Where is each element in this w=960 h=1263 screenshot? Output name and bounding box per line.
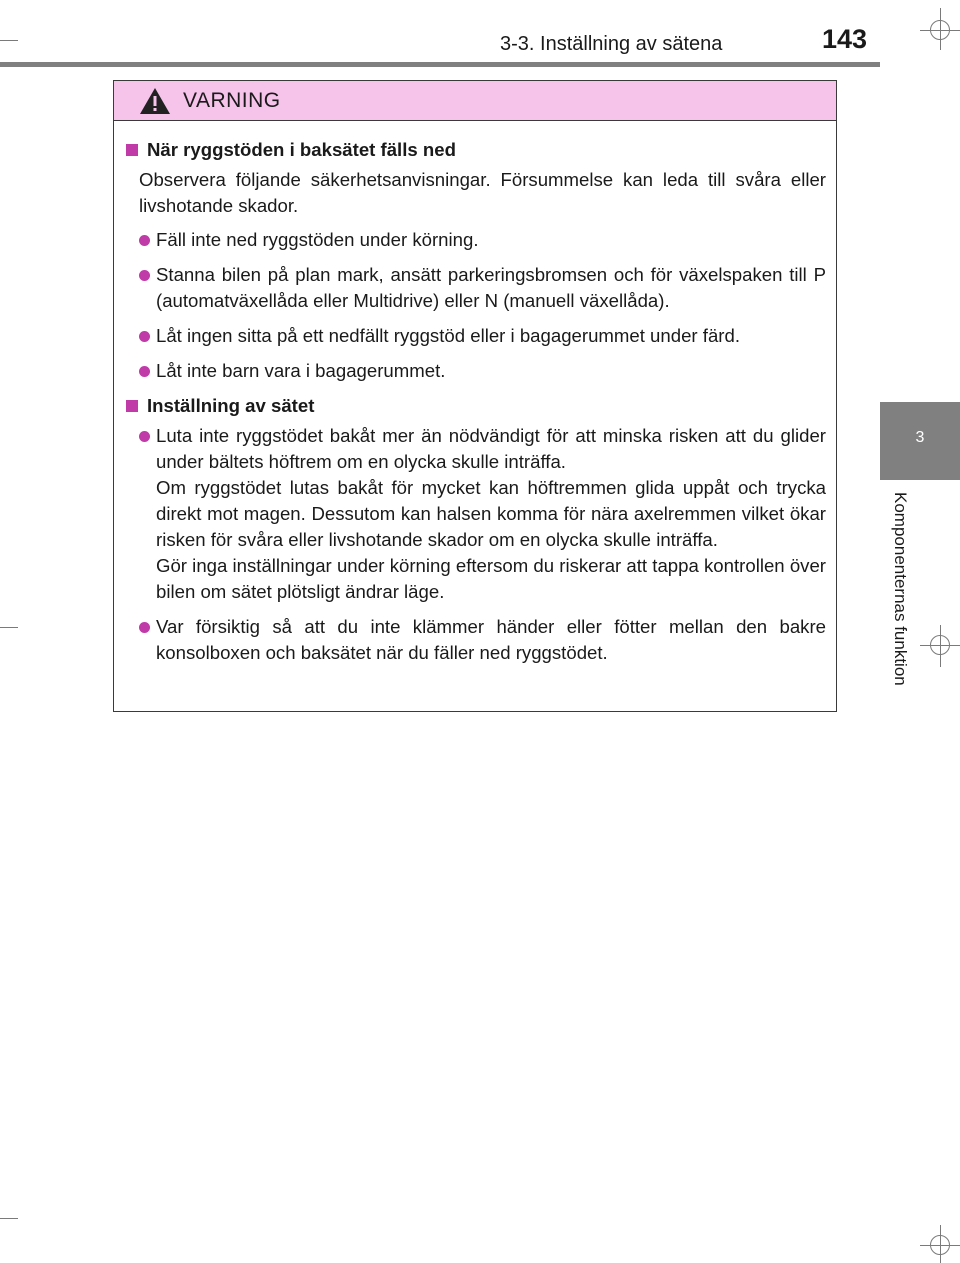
list-item-text: [156, 423, 826, 605]
round-bullet-icon: [139, 270, 150, 281]
round-bullet-icon: [139, 431, 150, 442]
list-item: [139, 423, 826, 605]
intro-text: Observera följande säkerhetsanvisningar. Försummelse kan leda till svåra eller livshotande skador.: [139, 169, 826, 216]
warning-box: [113, 80, 837, 712]
page-number: 143: [821, 24, 867, 54]
warning-title: VARNING: [183, 88, 281, 112]
round-bullet-icon: [139, 622, 150, 633]
list-item-text: Stanna bilen på plan mark, ansätt parkeringsbromsen och för växelspaken till P (automatväxellåda eller Multidrive) eller N (manuell växellåda).: [156, 264, 826, 311]
section-title: 3-3. Inställning av sätena: [500, 33, 723, 55]
crop-circle: [930, 635, 950, 655]
round-bullet-icon: [139, 235, 150, 246]
heading-text: Inställning av sätet: [147, 395, 315, 416]
list-item: [139, 323, 826, 349]
paragraph: Om ryggstödet lutas bakåt för mycket kan höftremmen glida uppåt och trycka direkt mot magen. Dessutom kan halsen komma för nära axelremmen vilket ökar risken för svåra eller livshotande skador om en olycka skulle inträffa.: [156, 477, 826, 550]
list-item-text: Låt ingen sitta på ett nedfällt ryggstöd eller i bagagerummet under färd.: [156, 325, 740, 346]
section-heading: [124, 393, 826, 419]
crop-circle: [930, 1235, 950, 1255]
crop-mark: [0, 40, 18, 41]
list-item: [139, 358, 826, 384]
list-item-text: Låt inte barn vara i bagagerummet.: [156, 360, 446, 381]
warning-triangle-icon: [139, 87, 171, 115]
list-item: [139, 262, 826, 314]
list-item: [139, 614, 826, 666]
warning-header: [114, 81, 836, 121]
list-item: [139, 227, 826, 253]
section-heading: [124, 137, 826, 163]
round-bullet-icon: [139, 366, 150, 377]
heading-text: När ryggstöden i baksätet fälls ned: [147, 139, 456, 160]
chapter-number: 3: [915, 429, 925, 446]
header-rule: [0, 62, 880, 67]
chapter-label: Komponenternas funktion: [891, 492, 910, 686]
crop-mark: [0, 627, 18, 628]
square-bullet-icon: [126, 144, 138, 156]
paragraph: Luta inte ryggstödet bakåt mer än nödvändigt för att minska risken att du glider under bältets höftrem om en olycka skulle inträffa.: [156, 425, 826, 472]
round-bullet-icon: [139, 331, 150, 342]
chapter-label-container: [880, 492, 920, 722]
crop-mark: [0, 1218, 18, 1219]
square-bullet-icon: [126, 400, 138, 412]
paragraph: Gör inga inställningar under körning eftersom du riskerar att tappa kontrollen över bilen om sätet plötsligt ändrar läge.: [156, 555, 826, 602]
crop-circle: [930, 20, 950, 40]
list-item-text: Var försiktig så att du inte klämmer händer eller fötter mellan den bakre konsolboxen och baksätet när du fäller ned ryggstödet.: [156, 616, 826, 663]
warning-content: [114, 121, 836, 666]
list-item-text: Fäll inte ned ryggstöden under körning.: [156, 229, 479, 250]
